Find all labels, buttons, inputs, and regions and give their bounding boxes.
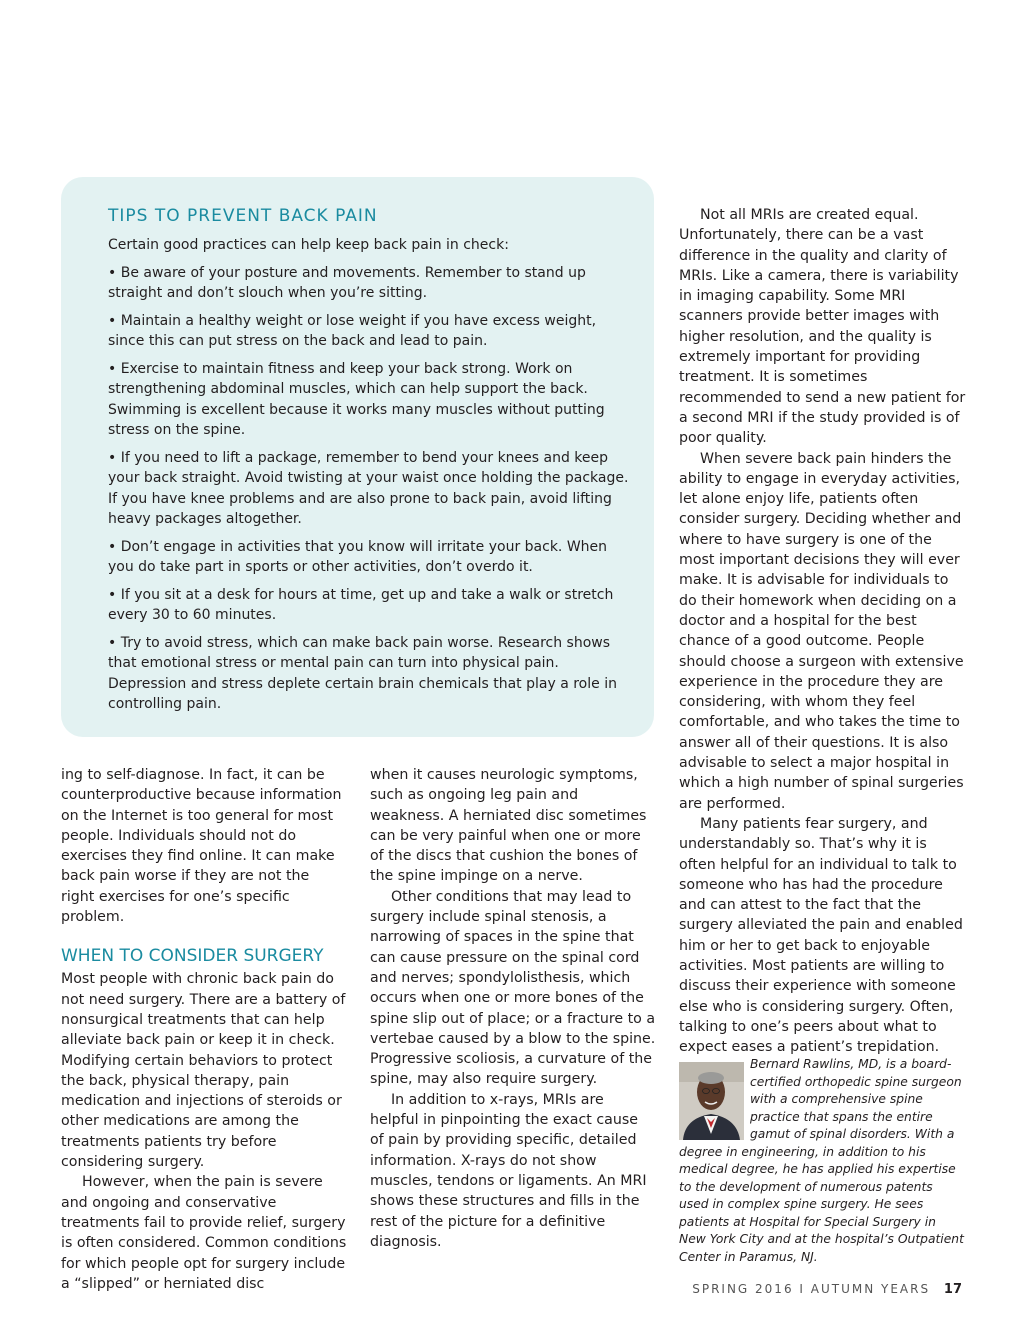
tips-item: • Be aware of your posture and movements. Remember to stand up straight and don’t slouch when you’re sitting.: [108, 265, 586, 302]
tips-intro: Certain good practices can help keep back pain in check:: [108, 237, 509, 253]
tips-heading: TIPS TO PREVENT BACK PAIN: [108, 206, 378, 226]
tips-item: • Exercise to maintain fitness and keep your back strong. Work on strengthening abdominal muscles, which can help support the back. Swimming is excellent because it works many muscles without putting stress on the spine.: [108, 361, 605, 438]
article-column-1: [61, 765, 347, 1294]
issue-label: SPRING 2016 I AUTUMN YEARS: [692, 1282, 931, 1296]
tips-item: • Maintain a healthy weight or lose weight if you have excess weight, since this can put stress on the back and lead to pain.: [108, 313, 597, 350]
section-heading: WHEN TO CONSIDER SURGERY: [61, 946, 324, 967]
tips-item: • Don’t engage in activities that you know will irritate your back. When you do take part in sports or other activities, don’t overdo it.: [108, 539, 608, 576]
tips-item: • Try to avoid stress, which can make back pain worse. Research shows that emotional stress or mental pain can turn into physical pain. Depression and stress deplete certain brain chemicals that play a role in controlling pain.: [108, 635, 617, 712]
page-number: 17: [943, 1282, 962, 1297]
paragraph: ing to self-diagnose. In fact, it can be counterproductive because information on the Internet is too general for most people. Individuals should not do exercises they find online. It can make back pain worse if they are not the right exercises for one’s specific problem.: [61, 767, 342, 926]
paragraph: When severe back pain hinders the ability to engage in everyday activities, let alone enjoy life, patients often consider surgery. Deciding whether and where to have surgery is one of the most important decisions they will ever make. It is advisable for individuals to do their homework when deciding on a doctor and a hospital for the best chance of a good outcome. People should choose a surgeon with extensive experience in the procedure they are considering, with whom they feel comfortable, and who takes the time to answer all of their questions. It is also advisable to select a major hospital in which a high number of spinal surgeries are performed.: [679, 450, 964, 812]
paragraph: In addition to x-rays, MRIs are helpful in pinpointing the exact cause of pain by providing specific, detailed information. X-rays do not show muscles, tendons or ligaments. An MRI shows these structures and fills in the rest of the picture for a definitive diagnosis.: [370, 1091, 647, 1250]
paragraph: Other conditions that may lead to surgery include spinal stenosis, a narrowing of spaces in the spine that can cause pressure on the spinal cord and nerves; spondylolisthesis, which occurs when one or more bones of the spine slip out of place; or a fracture to a vertebae caused by a blow to the spine. Progressive scoliosis, a curvature of the spine, may also require surgery.: [370, 888, 656, 1088]
paragraph: However, when the pain is severe and ongoing and conservative treatments fail to provide relief, surgery is often considered. Common conditions for which people opt for surgery include a “slipped” or herniated disc: [61, 1174, 347, 1292]
author-bio-text: Bernard Rawlins, MD, is a board-certified orthopedic spine surgeon with a comprehensive spine practice that spans the entire gamut of spinal disorders. With a degree in engineering, in addition to his medical degree, he has applied his expertise to the development of numerous patents used in complex spine surgery. He sees patients at Hospital for Special Surgery in New York City and at the hospital’s Outpatient Center in Paramus, NJ.: [679, 1057, 964, 1264]
article-column-3: [679, 205, 967, 1057]
paragraph: Not all MRIs are created equal. Unfortunately, there can be a vast difference in the quality and clarity of MRIs. Like a camera, there is variability in imaging capability. Some MRI scanners provide better images with higher resolution, and the quality is extremely important for providing treatment. It is sometimes recommended to send a new patient for a second MRI if the study provided is of poor quality.: [679, 207, 966, 447]
article-column-2: [370, 765, 656, 1252]
author-bio: [679, 1056, 965, 1266]
paragraph: when it causes neurologic symptoms, such as ongoing leg pain and weakness. A herniated disc sometimes can be very painful when one or more of the discs that cushion the bones of the spine impinge on a nerve.: [370, 767, 647, 885]
page-footer: [692, 1280, 962, 1299]
paragraph: Many patients fear surgery, and understandably so. That’s why it is often helpful for an individual to talk to someone who has had the procedure and can attest to the fact that the surgery alleviated the pain and enabled him or her to get back to enjoyable activities. Most patients are willing to discuss their experience with someone else who is considering surgery. Often, talking to one’s peers about what to expect eases a patient’s trepidation.: [679, 815, 963, 1056]
paragraph: Most people with chronic back pain do not need surgery. There are a battery of nonsurgical treatments that can help alleviate back pain or keep it in check. Modifying certain behaviors to protect the back, physical therapy, pain medication and injections of steroids or other medications are among the treatments patients try before considering surgery.: [61, 971, 346, 1171]
tips-item: • If you sit at a desk for hours at time, get up and take a walk or stretch every 30 to 60 minutes.: [108, 587, 614, 624]
tips-item: • If you need to lift a package, remember to bend your knees and keep your back straight. Avoid twisting at your waist once holding the package. If you have knee problems and are also prone to back pain, avoid lifting heavy packages altogether.: [108, 450, 629, 527]
